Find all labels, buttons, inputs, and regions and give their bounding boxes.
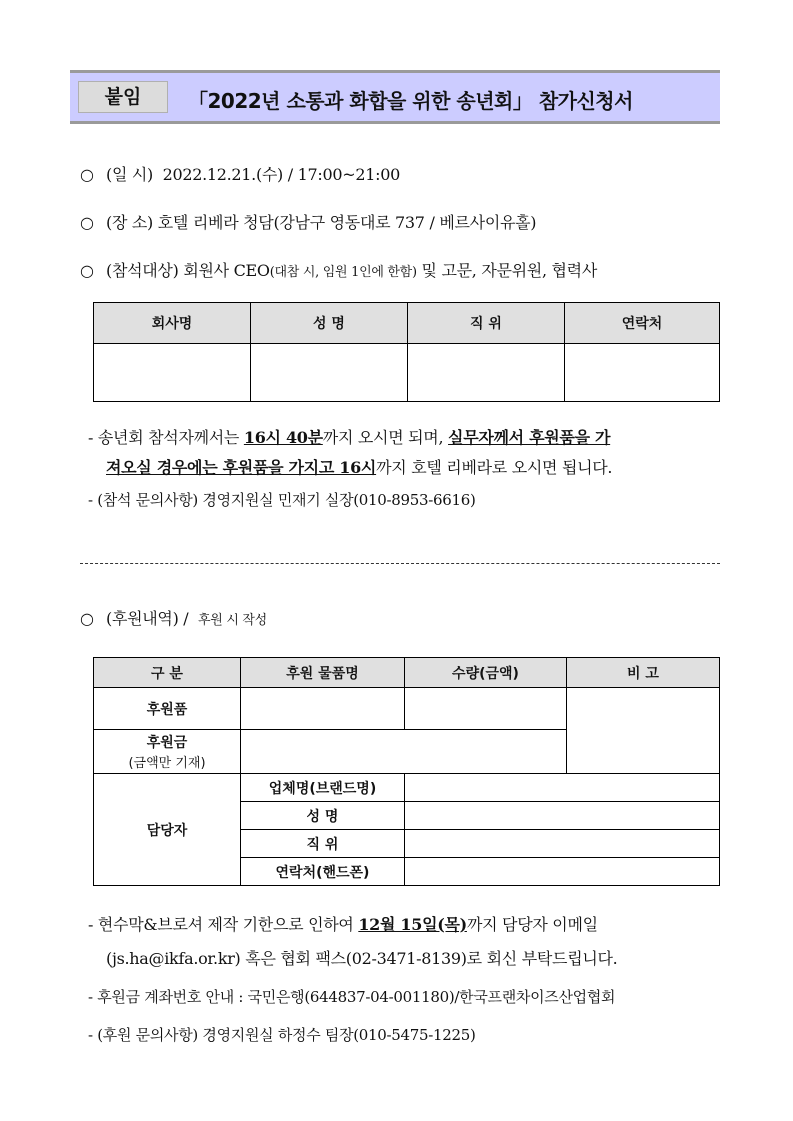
deadline-date: 12월 15일(목) bbox=[358, 915, 467, 934]
company-cell[interactable] bbox=[94, 344, 251, 402]
target-pre: 회원사 CEO bbox=[183, 261, 270, 280]
row-money-label bbox=[94, 730, 241, 774]
sponsor-label: (후원내역) bbox=[106, 609, 179, 628]
note-text: - 송년회 참석자께서는 bbox=[88, 428, 244, 447]
datetime-line bbox=[80, 162, 400, 185]
place-line bbox=[80, 210, 536, 233]
staff-note-cont: 져오실 경우에는 후원품을 가지고 16시 bbox=[106, 458, 377, 477]
attendee-note-2 bbox=[106, 455, 612, 478]
bullet-icon: ○ bbox=[80, 261, 94, 280]
header-company: 회사명 bbox=[94, 303, 251, 344]
bullet-icon: ○ bbox=[80, 213, 94, 232]
attendee-inquiry: - (참석 문의사항) 경영지원실 민재기 실장(010-8953-6616) bbox=[88, 491, 476, 509]
goods-item-cell[interactable] bbox=[241, 688, 405, 730]
header-item-name: 후원 물품명 bbox=[241, 658, 405, 688]
target-line bbox=[80, 258, 597, 281]
place-value: 호텔 리베라 청담(강남구 영동대로 737 / 베르사이유홀) bbox=[157, 213, 537, 232]
row-goods-label: 후원품 bbox=[94, 688, 241, 730]
bullet-icon: ○ bbox=[80, 165, 94, 184]
manager-name-cell[interactable] bbox=[405, 802, 720, 830]
header-category: 구 분 bbox=[94, 658, 241, 688]
sponsor-inquiry: - (후원 문의사항) 경영지원실 하정수 팀장(010-5475-1225) bbox=[88, 1026, 476, 1044]
attendee-table bbox=[93, 302, 720, 402]
target-small: (대참 시, 임원 1인에 한함) bbox=[269, 265, 417, 280]
sponsor-note-1 bbox=[88, 912, 598, 935]
header-contact: 연락처 bbox=[565, 303, 720, 344]
manager-company-cell[interactable] bbox=[405, 774, 720, 802]
contact-cell[interactable] bbox=[565, 344, 720, 402]
arrival-time: 16시 40분 bbox=[243, 428, 323, 447]
header-quantity: 수량(금액) bbox=[405, 658, 567, 688]
header-remarks: 비 고 bbox=[567, 658, 720, 688]
field-contact: 연락처(핸드폰) bbox=[241, 858, 405, 886]
attendee-note-1 bbox=[88, 425, 610, 448]
sponsor-table bbox=[93, 657, 720, 886]
cut-line-divider bbox=[80, 563, 720, 564]
field-company: 업체명(브랜드명) bbox=[241, 774, 405, 802]
staff-note: 실무자께서 후원품을 가 bbox=[448, 428, 611, 447]
remarks-cell[interactable] bbox=[567, 688, 720, 774]
sponsor-note-2: (js.ha@ikfa.or.kr) 혹은 협회 팩스(02-3471-8139)로 회신 부탁드립니다. bbox=[106, 949, 618, 968]
note-text: 까지 오시면 되며, bbox=[322, 428, 449, 447]
header-name: 성 명 bbox=[251, 303, 408, 344]
money-amount-cell[interactable] bbox=[241, 730, 567, 774]
field-name: 성 명 bbox=[241, 802, 405, 830]
bank-account-note: - 후원금 계좌번호 안내 : 국민은행(644837-04-001180)/한국프랜차이즈산업협회 bbox=[88, 988, 616, 1006]
place-label: (장 소) bbox=[106, 213, 153, 232]
money-label: 후원금 bbox=[146, 735, 188, 751]
sponsor-small: 후원 시 작성 bbox=[197, 613, 267, 628]
row-manager-label: 담당자 bbox=[94, 774, 241, 886]
note-text: - 현수막&브로셔 제작 기한으로 인하여 bbox=[88, 915, 359, 934]
name-cell[interactable] bbox=[251, 344, 408, 402]
manager-position-cell[interactable] bbox=[405, 830, 720, 858]
document-title: 「2022년 소통과 화합을 위한 송년회」 참가신청서 bbox=[188, 89, 633, 113]
manager-contact-cell[interactable] bbox=[405, 858, 720, 886]
goods-quantity-cell[interactable] bbox=[405, 688, 567, 730]
position-cell[interactable] bbox=[408, 344, 565, 402]
target-post: 및 고문, 자문위원, 협력사 bbox=[416, 261, 597, 280]
attachment-badge: 붙임 bbox=[78, 81, 168, 113]
sponsor-line bbox=[80, 606, 267, 629]
note-text: 까지 호텔 리베라로 오시면 됩니다. bbox=[376, 458, 613, 477]
sponsor-sep: / bbox=[178, 609, 194, 628]
field-position: 직 위 bbox=[241, 830, 405, 858]
bullet-icon: ○ bbox=[80, 609, 94, 628]
note-text: 까지 담당자 이메일 bbox=[466, 915, 598, 934]
target-label: (참석대상) bbox=[106, 261, 179, 280]
money-sublabel: (금액만 기재) bbox=[128, 756, 206, 771]
header-position: 직 위 bbox=[408, 303, 565, 344]
header-banner bbox=[70, 70, 720, 124]
datetime-label: (일 시) bbox=[106, 165, 153, 184]
datetime-value: 2022.12.21.(수) / 17:00~21:00 bbox=[162, 165, 400, 184]
